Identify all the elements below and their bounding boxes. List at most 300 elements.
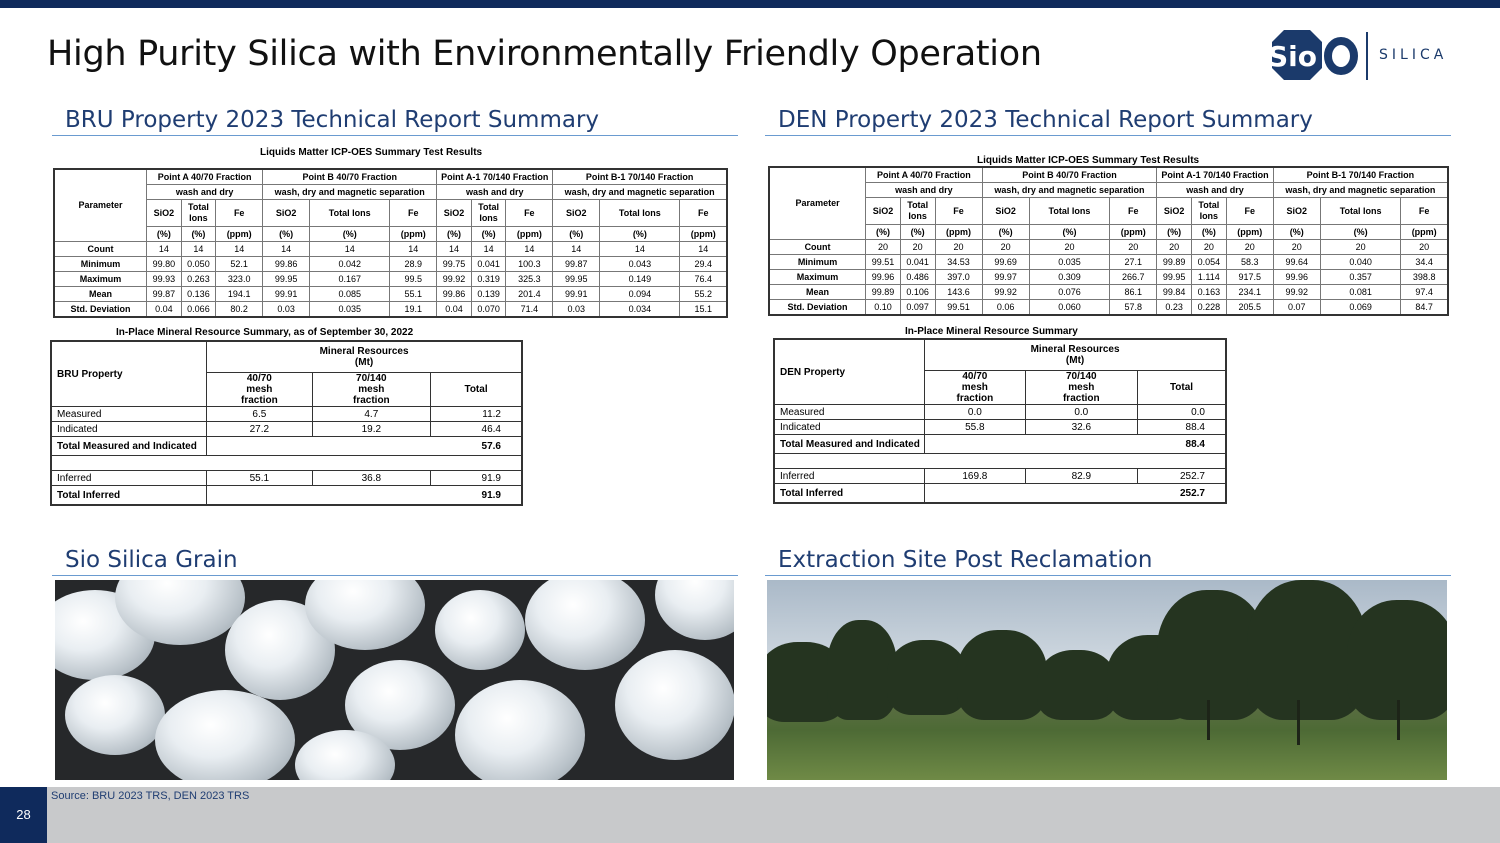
table-cell: 27.1 bbox=[1110, 255, 1157, 270]
fraction-group-header: Point B-1 70/140 Fraction bbox=[553, 169, 727, 185]
table-cell: 143.6 bbox=[935, 285, 982, 300]
resource-column-header: 40/70 mesh fraction bbox=[207, 373, 312, 407]
resource-column-header: 70/140 mesh fraction bbox=[312, 373, 430, 407]
table-cell: 20 bbox=[900, 240, 935, 255]
table-cell: 15.1 bbox=[680, 302, 727, 318]
row-label: Mean bbox=[769, 285, 866, 300]
resource-cell-4070: 0.0 bbox=[925, 405, 1025, 420]
table-cell: 917.5 bbox=[1226, 270, 1273, 285]
row-label: Minimum bbox=[54, 257, 147, 272]
table-cell: 99.97 bbox=[982, 270, 1029, 285]
row-label: Maximum bbox=[769, 270, 866, 285]
table-row bbox=[54, 302, 727, 318]
bru-section-heading: BRU Property 2023 Technical Report Summary bbox=[65, 107, 600, 133]
unit-header: (%) bbox=[866, 225, 901, 240]
table-cell: 99.89 bbox=[1157, 255, 1192, 270]
header-row-columns bbox=[54, 200, 727, 227]
bru-heading-rule bbox=[52, 135, 738, 136]
sio-silica-logo bbox=[1262, 28, 1462, 82]
resource-row-label: Total Inferred bbox=[51, 486, 207, 506]
method-header: wash and dry bbox=[147, 185, 263, 200]
table-cell: 20 bbox=[1029, 240, 1110, 255]
header-row-methods bbox=[54, 185, 727, 200]
table-cell: 20 bbox=[1273, 240, 1320, 255]
fraction-group-header: Point B 40/70 Fraction bbox=[982, 167, 1157, 183]
fraction-group-header: Point A 40/70 Fraction bbox=[147, 169, 263, 185]
spacer-cell bbox=[51, 456, 522, 471]
row-label: Minimum bbox=[769, 255, 866, 270]
table-cell: 0.163 bbox=[1191, 285, 1226, 300]
table-cell: 0.081 bbox=[1320, 285, 1401, 300]
resource-cell-4070: 169.8 bbox=[925, 469, 1025, 484]
table-cell: 20 bbox=[1191, 240, 1226, 255]
grain-heading-rule bbox=[52, 575, 738, 576]
table-cell: 0.066 bbox=[181, 302, 216, 318]
resource-cell-total: 252.7 bbox=[1138, 469, 1226, 484]
resource-row-label: Total Inferred bbox=[774, 484, 925, 504]
table-cell: 0.069 bbox=[1320, 300, 1401, 316]
table-cell: 34.53 bbox=[935, 255, 982, 270]
table-row bbox=[769, 300, 1448, 316]
resource-row-tmi bbox=[51, 437, 522, 456]
table-row bbox=[54, 242, 727, 257]
table-cell: 20 bbox=[982, 240, 1029, 255]
table-cell: 0.041 bbox=[900, 255, 935, 270]
table-cell: 14 bbox=[147, 242, 182, 257]
parameter-header: Parameter bbox=[769, 167, 866, 240]
resource-header-row bbox=[774, 339, 1226, 371]
table-cell: 0.263 bbox=[181, 272, 216, 287]
page-number: 28 bbox=[0, 787, 47, 843]
table-cell: 100.3 bbox=[506, 257, 553, 272]
table-cell: 20 bbox=[1110, 240, 1157, 255]
resource-column-header: 70/140 mesh fraction bbox=[1025, 371, 1137, 405]
unit-header: (ppm) bbox=[390, 227, 437, 242]
resource-cell-70140: 82.9 bbox=[1025, 469, 1137, 484]
property-name: BRU Property bbox=[51, 341, 207, 407]
row-label: Std. Deviation bbox=[769, 300, 866, 316]
column-header: Fe bbox=[1401, 198, 1448, 225]
unit-header: (%) bbox=[147, 227, 182, 242]
unit-header: (ppm) bbox=[680, 227, 727, 242]
fraction-group-header: Point A-1 70/140 Fraction bbox=[437, 169, 553, 185]
table-cell: 0.357 bbox=[1320, 270, 1401, 285]
site-heading-rule bbox=[765, 575, 1451, 576]
resource-cell-total: 0.0 bbox=[1138, 405, 1226, 420]
column-header: Fe bbox=[390, 200, 437, 227]
table-cell: 0.076 bbox=[1029, 285, 1110, 300]
table-cell: 99.51 bbox=[935, 300, 982, 316]
table-cell: 0.167 bbox=[310, 272, 390, 287]
resource-row-ti bbox=[51, 486, 522, 506]
mineral-resources-unit: (Mt) bbox=[1065, 355, 1085, 366]
table-cell: 99.86 bbox=[263, 257, 310, 272]
unit-header: (%) bbox=[553, 227, 600, 242]
resource-cell-4070: 55.8 bbox=[925, 420, 1025, 435]
table-cell: 0.085 bbox=[310, 287, 390, 302]
table-cell: 99.51 bbox=[866, 255, 901, 270]
resource-cell-70140: 0.0 bbox=[1025, 405, 1137, 420]
bru-resource-caption: In-Place Mineral Resource Summary, as of September 30, 2022 bbox=[116, 327, 414, 338]
table-cell: 14 bbox=[390, 242, 437, 257]
property-name: DEN Property bbox=[774, 339, 925, 405]
unit-header: (%) bbox=[1191, 225, 1226, 240]
table-cell: 0.035 bbox=[310, 302, 390, 318]
unit-header: (%) bbox=[310, 227, 390, 242]
table-cell: 201.4 bbox=[506, 287, 553, 302]
resource-cell-total: 57.6 bbox=[207, 437, 522, 456]
resource-row-measured bbox=[774, 405, 1226, 420]
table-cell: 52.1 bbox=[216, 257, 263, 272]
top-accent-bar bbox=[0, 0, 1500, 8]
table-row bbox=[54, 257, 727, 272]
resource-row-label: Measured bbox=[774, 405, 925, 420]
table-cell: 0.043 bbox=[600, 257, 680, 272]
resource-row-label: Measured bbox=[51, 407, 207, 422]
table-cell: 0.060 bbox=[1029, 300, 1110, 316]
resource-column-header: 40/70 mesh fraction bbox=[925, 371, 1025, 405]
table-cell: 0.10 bbox=[866, 300, 901, 316]
resource-row-label: Total Measured and Indicated bbox=[774, 435, 925, 454]
resource-cell-70140: 36.8 bbox=[312, 471, 430, 486]
den-heading-rule bbox=[765, 135, 1451, 136]
table-cell: 57.8 bbox=[1110, 300, 1157, 316]
table-cell: 194.1 bbox=[216, 287, 263, 302]
unit-header: (%) bbox=[1157, 225, 1192, 240]
unit-header: (%) bbox=[982, 225, 1029, 240]
resource-row-label: Inferred bbox=[774, 469, 925, 484]
den-section-heading: DEN Property 2023 Technical Report Summary bbox=[778, 107, 1313, 133]
table-cell: 14 bbox=[181, 242, 216, 257]
table-cell: 55.2 bbox=[680, 287, 727, 302]
table-cell: 0.097 bbox=[900, 300, 935, 316]
table-cell: 99.87 bbox=[553, 257, 600, 272]
svg-text:Sio: Sio bbox=[1268, 40, 1317, 73]
column-header: SiO2 bbox=[1157, 198, 1192, 225]
sio-logo-mark-icon bbox=[1262, 28, 1358, 82]
table-cell: 0.04 bbox=[147, 302, 182, 318]
source-note: Source: BRU 2023 TRS, DEN 2023 TRS bbox=[51, 790, 250, 802]
reclamation-site-photo bbox=[767, 580, 1447, 780]
table-cell: 0.054 bbox=[1191, 255, 1226, 270]
unit-header: (%) bbox=[181, 227, 216, 242]
mineral-resources-title: Mineral Resources bbox=[1030, 344, 1120, 355]
table-cell: 99.69 bbox=[982, 255, 1029, 270]
table-row bbox=[769, 255, 1448, 270]
unit-header: (ppm) bbox=[506, 227, 553, 242]
table-cell: 20 bbox=[935, 240, 982, 255]
table-cell: 20 bbox=[1401, 240, 1448, 255]
resource-cell-70140: 19.2 bbox=[312, 422, 430, 437]
column-header: SiO2 bbox=[437, 200, 472, 227]
bru-test-caption: Liquids Matter ICP-OES Summary Test Results bbox=[260, 147, 483, 158]
unit-header: (ppm) bbox=[1226, 225, 1273, 240]
table-cell: 86.1 bbox=[1110, 285, 1157, 300]
header-row-units bbox=[54, 227, 727, 242]
table-cell: 34.4 bbox=[1401, 255, 1448, 270]
table-cell: 0.03 bbox=[553, 302, 600, 318]
column-header: SiO2 bbox=[982, 198, 1029, 225]
table-cell: 99.91 bbox=[263, 287, 310, 302]
bru-test-results-table bbox=[53, 168, 728, 318]
column-header: SiO2 bbox=[147, 200, 182, 227]
table-cell: 0.136 bbox=[181, 287, 216, 302]
table-row bbox=[54, 272, 727, 287]
resource-cell-4070: 27.2 bbox=[207, 422, 312, 437]
column-header: Total Ions bbox=[1191, 198, 1226, 225]
table-row bbox=[54, 287, 727, 302]
table-cell: 99.93 bbox=[147, 272, 182, 287]
row-label: Maximum bbox=[54, 272, 147, 287]
table-cell: 14 bbox=[310, 242, 390, 257]
resource-cell-total: 46.4 bbox=[431, 422, 522, 437]
table-cell: 205.5 bbox=[1226, 300, 1273, 316]
grain-heading: Sio Silica Grain bbox=[65, 547, 238, 573]
table-cell: 14 bbox=[263, 242, 310, 257]
mineral-resources-header bbox=[925, 339, 1226, 371]
table-cell: 76.4 bbox=[680, 272, 727, 287]
header-row-groups bbox=[54, 169, 727, 185]
mineral-resources-title: Mineral Resources bbox=[319, 346, 409, 357]
table-cell: 99.92 bbox=[982, 285, 1029, 300]
resource-row-indicated bbox=[51, 422, 522, 437]
resource-cell-70140: 4.7 bbox=[312, 407, 430, 422]
resource-row-ti bbox=[774, 484, 1226, 504]
row-label: Std. Deviation bbox=[54, 302, 147, 318]
table-cell: 0.03 bbox=[263, 302, 310, 318]
column-header: Fe bbox=[935, 198, 982, 225]
table-cell: 0.06 bbox=[982, 300, 1029, 316]
table-cell: 84.7 bbox=[1401, 300, 1448, 316]
method-header: wash and dry bbox=[1157, 183, 1273, 198]
table-cell: 14 bbox=[471, 242, 506, 257]
table-row bbox=[769, 240, 1448, 255]
unit-header: (%) bbox=[471, 227, 506, 242]
table-cell: 0.07 bbox=[1273, 300, 1320, 316]
table-cell: 71.4 bbox=[506, 302, 553, 318]
method-header: wash, dry and magnetic separation bbox=[1273, 183, 1448, 198]
column-header: Fe bbox=[506, 200, 553, 227]
row-label: Count bbox=[54, 242, 147, 257]
unit-header: (ppm) bbox=[1110, 225, 1157, 240]
resource-column-header: Total bbox=[1138, 371, 1226, 405]
unit-header: (%) bbox=[1273, 225, 1320, 240]
silica-grain-photo bbox=[55, 580, 734, 780]
resource-spacer-row bbox=[774, 454, 1226, 469]
fraction-group-header: Point A 40/70 Fraction bbox=[866, 167, 982, 183]
bru-resource-table bbox=[50, 340, 523, 506]
table-cell: 325.3 bbox=[506, 272, 553, 287]
resource-row-measured bbox=[51, 407, 522, 422]
resource-row-indicated bbox=[774, 420, 1226, 435]
header-row-columns bbox=[769, 198, 1448, 225]
unit-header: (%) bbox=[1029, 225, 1110, 240]
column-header: Total Ions bbox=[181, 200, 216, 227]
resource-row-label: Inferred bbox=[51, 471, 207, 486]
unit-header: (%) bbox=[263, 227, 310, 242]
table-cell: 0.319 bbox=[471, 272, 506, 287]
table-cell: 14 bbox=[506, 242, 553, 257]
den-test-caption: Liquids Matter ICP-OES Summary Test Results bbox=[977, 155, 1200, 166]
table-cell: 0.106 bbox=[900, 285, 935, 300]
table-cell: 99.95 bbox=[263, 272, 310, 287]
table-cell: 99.87 bbox=[147, 287, 182, 302]
unit-header: (%) bbox=[1320, 225, 1401, 240]
unit-header: (ppm) bbox=[1401, 225, 1448, 240]
resource-cell-total: 88.4 bbox=[925, 435, 1226, 454]
resource-header-row bbox=[51, 341, 522, 373]
fraction-group-header: Point B 40/70 Fraction bbox=[263, 169, 437, 185]
table-cell: 234.1 bbox=[1226, 285, 1273, 300]
method-header: wash and dry bbox=[437, 185, 553, 200]
table-cell: 99.95 bbox=[553, 272, 600, 287]
fraction-group-header: Point B-1 70/140 Fraction bbox=[1273, 167, 1448, 183]
resource-row-label: Indicated bbox=[51, 422, 207, 437]
table-cell: 99.86 bbox=[437, 287, 472, 302]
table-cell: 14 bbox=[600, 242, 680, 257]
resource-cell-total: 252.7 bbox=[925, 484, 1226, 504]
table-cell: 14 bbox=[216, 242, 263, 257]
table-cell: 28.9 bbox=[390, 257, 437, 272]
table-cell: 99.64 bbox=[1273, 255, 1320, 270]
row-label: Count bbox=[769, 240, 866, 255]
table-cell: 19.1 bbox=[390, 302, 437, 318]
table-cell: 0.035 bbox=[1029, 255, 1110, 270]
fraction-group-header: Point A-1 70/140 Fraction bbox=[1157, 167, 1273, 183]
column-header: Total Ions bbox=[600, 200, 680, 227]
table-cell: 0.040 bbox=[1320, 255, 1401, 270]
page-title: High Purity Silica with Environmentally Friendly Operation bbox=[47, 34, 1042, 74]
resource-cell-4070: 55.1 bbox=[207, 471, 312, 486]
resource-row-inferred bbox=[774, 469, 1226, 484]
table-cell: 99.80 bbox=[147, 257, 182, 272]
unit-header: (%) bbox=[900, 225, 935, 240]
method-header: wash, dry and magnetic separation bbox=[982, 183, 1157, 198]
row-label: Mean bbox=[54, 287, 147, 302]
table-cell: 20 bbox=[1320, 240, 1401, 255]
resource-spacer-row bbox=[51, 456, 522, 471]
den-resource-caption: In-Place Mineral Resource Summary bbox=[905, 326, 1078, 337]
column-header: Fe bbox=[1226, 198, 1273, 225]
table-cell: 99.96 bbox=[866, 270, 901, 285]
mineral-resources-header bbox=[207, 341, 522, 373]
table-cell: 0.139 bbox=[471, 287, 506, 302]
table-cell: 99.75 bbox=[437, 257, 472, 272]
unit-header: (ppm) bbox=[216, 227, 263, 242]
table-cell: 1.114 bbox=[1191, 270, 1226, 285]
column-header: SiO2 bbox=[263, 200, 310, 227]
column-header: SiO2 bbox=[1273, 198, 1320, 225]
table-cell: 398.8 bbox=[1401, 270, 1448, 285]
table-cell: 0.23 bbox=[1157, 300, 1192, 316]
table-cell: 397.0 bbox=[935, 270, 982, 285]
column-header: Fe bbox=[1110, 198, 1157, 225]
mineral-resources-unit: (Mt) bbox=[354, 357, 374, 368]
resource-cell-total: 11.2 bbox=[431, 407, 522, 422]
table-row bbox=[769, 270, 1448, 285]
den-resource-table bbox=[773, 338, 1227, 504]
table-cell: 99.84 bbox=[1157, 285, 1192, 300]
resource-column-header: Total bbox=[431, 373, 522, 407]
table-cell: 0.094 bbox=[600, 287, 680, 302]
resource-row-tmi bbox=[774, 435, 1226, 454]
table-cell: 266.7 bbox=[1110, 270, 1157, 285]
unit-header: (%) bbox=[437, 227, 472, 242]
resource-row-label: Total Measured and Indicated bbox=[51, 437, 207, 456]
column-header: Fe bbox=[216, 200, 263, 227]
table-cell: 99.5 bbox=[390, 272, 437, 287]
resource-cell-total: 88.4 bbox=[1138, 420, 1226, 435]
table-cell: 0.309 bbox=[1029, 270, 1110, 285]
table-cell: 20 bbox=[1226, 240, 1273, 255]
column-header: SiO2 bbox=[553, 200, 600, 227]
table-cell: 97.4 bbox=[1401, 285, 1448, 300]
table-cell: 0.041 bbox=[471, 257, 506, 272]
logo-wordmark: SILICA bbox=[1379, 47, 1448, 63]
resource-row-inferred bbox=[51, 471, 522, 486]
unit-header: (ppm) bbox=[935, 225, 982, 240]
resource-cell-total: 91.9 bbox=[207, 486, 522, 506]
table-cell: 99.95 bbox=[1157, 270, 1192, 285]
den-test-results-table bbox=[768, 166, 1449, 316]
table-cell: 14 bbox=[437, 242, 472, 257]
unit-header: (%) bbox=[600, 227, 680, 242]
table-cell: 20 bbox=[866, 240, 901, 255]
table-cell: 58.3 bbox=[1226, 255, 1273, 270]
resource-row-label: Indicated bbox=[774, 420, 925, 435]
table-cell: 29.4 bbox=[680, 257, 727, 272]
table-cell: 0.034 bbox=[600, 302, 680, 318]
table-cell: 0.04 bbox=[437, 302, 472, 318]
table-cell: 0.228 bbox=[1191, 300, 1226, 316]
table-cell: 0.149 bbox=[600, 272, 680, 287]
table-cell: 55.1 bbox=[390, 287, 437, 302]
table-row bbox=[769, 285, 1448, 300]
logo-divider bbox=[1366, 32, 1368, 80]
column-header: Total Ions bbox=[471, 200, 506, 227]
table-cell: 323.0 bbox=[216, 272, 263, 287]
table-cell: 14 bbox=[680, 242, 727, 257]
header-row-units bbox=[769, 225, 1448, 240]
parameter-header: Parameter bbox=[54, 169, 147, 242]
method-header: wash, dry and magnetic separation bbox=[553, 185, 727, 200]
table-cell: 80.2 bbox=[216, 302, 263, 318]
method-header: wash and dry bbox=[866, 183, 982, 198]
header-row-methods bbox=[769, 183, 1448, 198]
table-cell: 0.050 bbox=[181, 257, 216, 272]
table-cell: 99.91 bbox=[553, 287, 600, 302]
table-cell: 99.92 bbox=[437, 272, 472, 287]
table-cell: 0.486 bbox=[900, 270, 935, 285]
column-header: SiO2 bbox=[866, 198, 901, 225]
resource-cell-4070: 6.5 bbox=[207, 407, 312, 422]
column-header: Total Ions bbox=[1320, 198, 1401, 225]
method-header: wash, dry and magnetic separation bbox=[263, 185, 437, 200]
resource-cell-70140: 32.6 bbox=[1025, 420, 1137, 435]
table-cell: 14 bbox=[553, 242, 600, 257]
table-cell: 99.89 bbox=[866, 285, 901, 300]
header-row-groups bbox=[769, 167, 1448, 183]
table-cell: 0.070 bbox=[471, 302, 506, 318]
table-cell: 0.042 bbox=[310, 257, 390, 272]
column-header: Total Ions bbox=[310, 200, 390, 227]
table-cell: 20 bbox=[1157, 240, 1192, 255]
column-header: Total Ions bbox=[1029, 198, 1110, 225]
column-header: Total Ions bbox=[900, 198, 935, 225]
table-cell: 99.96 bbox=[1273, 270, 1320, 285]
table-cell: 99.92 bbox=[1273, 285, 1320, 300]
column-header: Fe bbox=[680, 200, 727, 227]
